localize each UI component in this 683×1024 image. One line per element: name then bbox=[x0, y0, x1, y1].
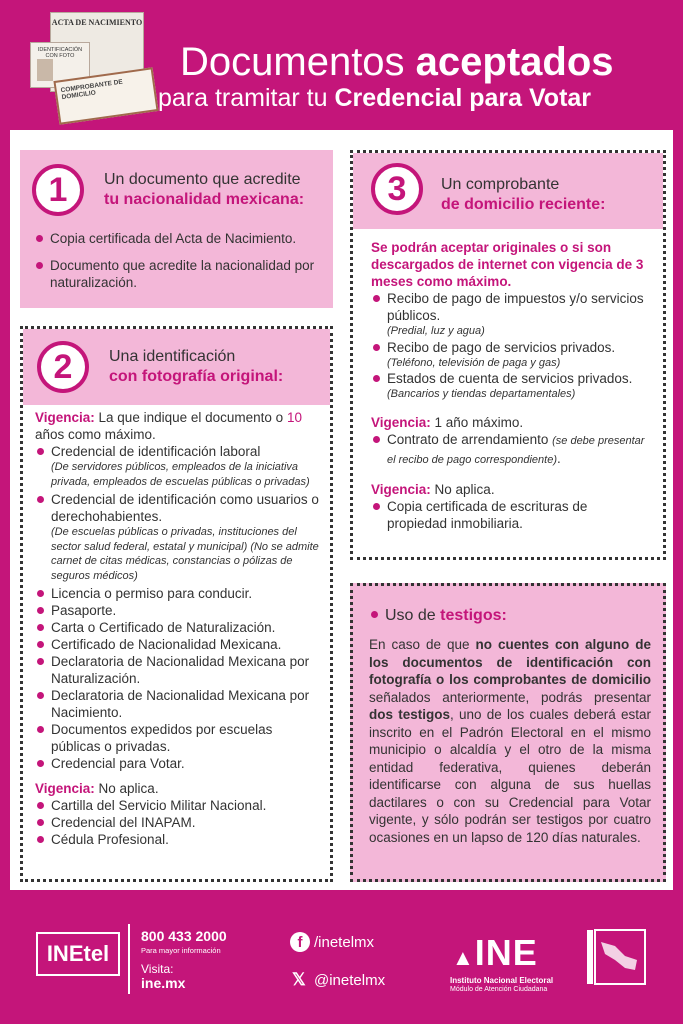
list-item: Credencial de identificación como usuarios o derechohabientes. (De escuelas públicas o privadas, instituciones del sector salud federal, estatal y municipal) (No se admite carnet de citas médicas, constancias o pólizas de seguros médicos) bbox=[35, 491, 323, 583]
facebook-handle[interactable]: /inetelmx bbox=[314, 934, 375, 951]
list-item: Certificado de Nacionalidad Mexicana. bbox=[35, 636, 323, 653]
twitter-handle[interactable]: @inetelmx bbox=[314, 972, 386, 989]
list-item: Recibo de pago de impuestos y/o servicios públicos. (Predial, luz y agua) bbox=[371, 290, 651, 339]
section3-body bbox=[371, 239, 651, 532]
section2-list-2 bbox=[35, 797, 323, 848]
page-title: Documentos aceptados bbox=[180, 40, 614, 84]
inetel-logo: INEtel bbox=[36, 932, 120, 976]
section2-heading: Una identificación con fotografía original: bbox=[109, 348, 284, 385]
birth-certificate-card: ACTA DE NACIMIENTO bbox=[50, 12, 144, 92]
section3-list bbox=[371, 290, 651, 402]
section1-heading: Un documento que acredite tu nacionalidad mexicana: bbox=[104, 171, 305, 208]
phone-caption: Para mayor información bbox=[141, 946, 221, 955]
list-item: Cédula Profesional. bbox=[35, 831, 323, 848]
footer bbox=[0, 890, 683, 1024]
divider bbox=[128, 924, 130, 994]
list-item: Credencial para Votar. bbox=[35, 755, 323, 772]
list-item: Documentos expedidos por escuelas públicas o privadas. bbox=[35, 721, 323, 755]
header bbox=[0, 0, 683, 130]
vigencia-line: Vigencia: La que indique el documento o 10 años como máximo. bbox=[35, 410, 302, 442]
section3-heading: Un comprobante de domicilio reciente: bbox=[441, 176, 606, 213]
section2-body bbox=[35, 409, 323, 848]
list-item: Recibo de pago de servicios privados. (Teléfono, televisión de paga y gas) bbox=[371, 339, 651, 371]
ine-name: Instituto Nacional Electoral bbox=[450, 976, 554, 985]
photo-icon bbox=[37, 59, 53, 81]
section3-list-2 bbox=[371, 431, 651, 469]
section3-list-3 bbox=[371, 498, 651, 532]
vigencia-line: Vigencia: 1 año máximo. bbox=[371, 414, 524, 430]
ine-map-icon bbox=[585, 926, 647, 988]
list-item: Credencial de identificación laboral (De servidores públicos, empleados de la iniciativa privada, empleados de escuelas públicas o privadas) bbox=[35, 443, 323, 489]
documents-illustration bbox=[30, 8, 160, 118]
step-number-1: 1 bbox=[32, 164, 84, 216]
step-number-2: 2 bbox=[37, 341, 89, 393]
section-photo-id bbox=[20, 326, 333, 882]
page-subtitle: para tramitar tu Credencial para Votar bbox=[158, 84, 592, 112]
ine-logo: ▲INE bbox=[452, 932, 538, 973]
vigencia-line: Vigencia: No aplica. bbox=[35, 781, 159, 796]
section1-list bbox=[34, 230, 324, 291]
list-item: Carta o Certificado de Naturalización. bbox=[35, 619, 323, 636]
facebook-icon[interactable]: f bbox=[290, 932, 310, 952]
section-address bbox=[350, 150, 666, 560]
phone-number[interactable]: 800 433 2000 bbox=[141, 928, 227, 944]
list-item: Credencial del INAPAM. bbox=[35, 814, 323, 831]
list-item: Pasaporte. bbox=[35, 602, 323, 619]
list-item: Copia certificada del Acta de Nacimiento. bbox=[34, 230, 324, 247]
list-item: Estados de cuenta de servicios privados. (Bancarios y tiendas departamentales) bbox=[371, 370, 651, 402]
proof-of-address-card: COMPROBANTE DE DOMICILIO bbox=[53, 67, 158, 124]
list-item: Cartilla del Servicio Militar Nacional. bbox=[35, 797, 323, 814]
section2-header bbox=[23, 329, 330, 405]
list-item: Licencia o permiso para conducir. bbox=[35, 585, 323, 602]
visit-link[interactable]: Visita: ine.mx bbox=[141, 962, 186, 991]
witnesses-paragraph: En caso de que no cuentes con alguno de los documentos de identificación con fotografía o los comprobantes de domicilio señalados anteriormente, podrás presentar dos testigos, uno de los cuales deberá estar inscrito en el Padrón Electoral en el mismo municipio o alcaldía y el otro de la misma entidad federativa, quienes deberán identificarse con alguna de sus huellas dactilares o con su Credencial para Votar vigente, y sólo podrán ser testigos por cuatro ocasiones en un lapso de 120 días naturales. bbox=[369, 637, 652, 845]
x-icon[interactable]: 𝕏 bbox=[292, 970, 306, 989]
section3-intro: Se podrán aceptar originales o si son descargados de internet con vigencia de 3 meses como máximo. bbox=[371, 240, 644, 289]
section3-header bbox=[353, 153, 663, 229]
step-number-3: 3 bbox=[371, 163, 423, 215]
list-item: Contrato de arrendamiento (se debe presentar el recibo de pago correspondiente). bbox=[371, 431, 651, 469]
photo-id-card: IDENTIFICACIÓN CON FOTO bbox=[30, 42, 90, 88]
witnesses-title: Uso de testigos: bbox=[369, 606, 649, 626]
list-item: Copia certificada de escrituras de propiedad inmobiliaria. bbox=[371, 498, 651, 532]
list-item: Declaratoria de Nacionalidad Mexicana por Naturalización. bbox=[35, 653, 323, 687]
section-nationality bbox=[20, 150, 333, 308]
section2-list bbox=[35, 443, 323, 772]
ine-module: Módulo de Atención Ciudadana bbox=[450, 986, 548, 993]
vigencia-line: Vigencia: No aplica. bbox=[371, 481, 495, 497]
list-item: Documento que acredite la nacionalidad por naturalización. bbox=[34, 257, 324, 291]
section-witnesses bbox=[350, 583, 666, 882]
list-item: Declaratoria de Nacionalidad Mexicana por Nacimiento. bbox=[35, 687, 323, 721]
